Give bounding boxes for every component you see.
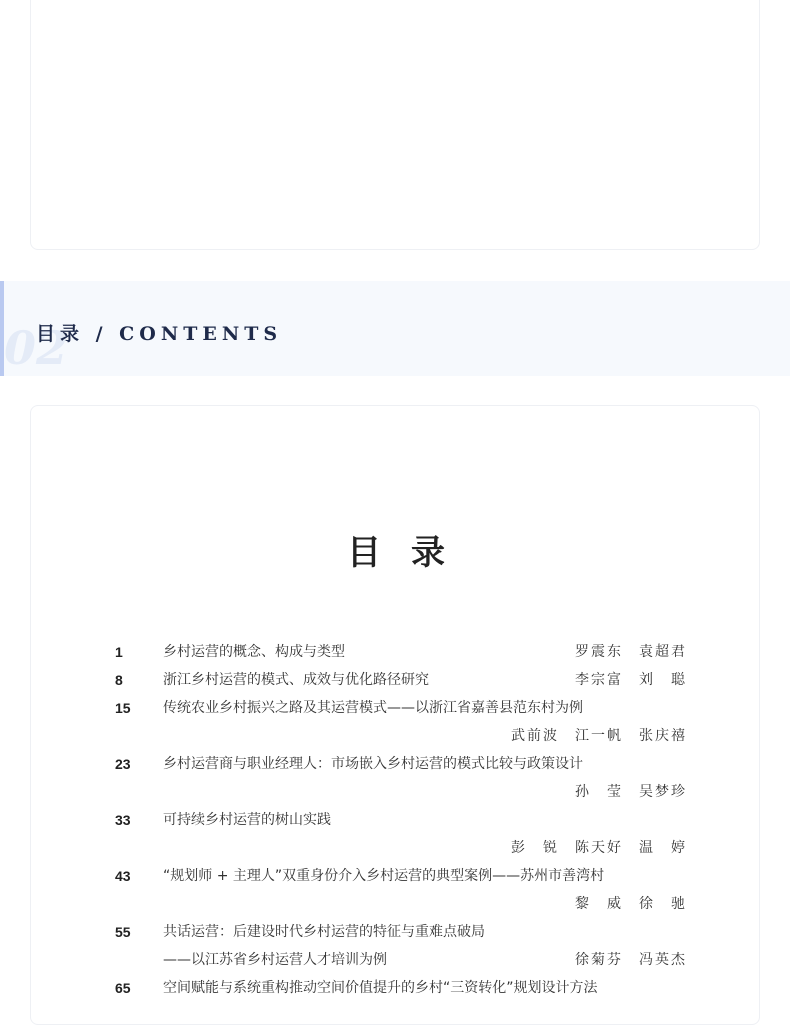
toc-row[interactable] <box>115 946 687 974</box>
toc-row[interactable] <box>115 862 687 890</box>
toc-row[interactable] <box>115 638 687 666</box>
toc-page-number: 55 <box>115 924 131 940</box>
toc-page-number: 23 <box>115 756 131 772</box>
toc-authors: 黎 威 徐 驰 <box>575 896 687 912</box>
toc-row[interactable] <box>115 778 687 806</box>
table-of-contents <box>115 638 687 1002</box>
toc-article-title: 共话运营：后建设时代乡村运营的特征与重难点破局 <box>163 924 485 940</box>
toc-page-number: 43 <box>115 868 131 884</box>
toc-row[interactable] <box>115 834 687 862</box>
toc-authors: 徐菊芬 冯英杰 <box>575 952 687 968</box>
contents-card <box>30 405 760 1025</box>
page-title: 目录 <box>347 533 475 573</box>
toc-row[interactable] <box>115 666 687 694</box>
toc-article-title: 可持续乡村运营的树山实践 <box>163 812 331 828</box>
toc-row[interactable] <box>115 722 687 750</box>
previous-content-card <box>30 0 760 250</box>
toc-article-title: 浙江乡村运营的模式、成效与优化路径研究 <box>163 672 429 688</box>
toc-article-title: “规划师 + 主理人”双重身份介入乡村运营的典型案例——苏州市善湾村 <box>163 868 605 884</box>
toc-page-number: 15 <box>115 700 131 716</box>
toc-row[interactable] <box>115 750 687 778</box>
toc-page-number: 1 <box>115 644 123 660</box>
toc-authors: 彭 锐 陈天好 温 婷 <box>511 840 687 856</box>
toc-page-number: 65 <box>115 980 131 996</box>
section-header <box>0 281 790 376</box>
toc-article-title: 乡村运营的概念、构成与类型 <box>163 644 345 660</box>
toc-row[interactable] <box>115 918 687 946</box>
section-title: 目录 / CONTENTS <box>36 323 283 345</box>
toc-row[interactable] <box>115 890 687 918</box>
toc-row[interactable] <box>115 974 687 1002</box>
toc-article-title: 空间赋能与系统重构推动空间价值提升的乡村“三资转化”规划设计方法 <box>163 980 598 996</box>
section-number: 02 <box>4 321 69 375</box>
toc-authors: 罗震东 袁超君 <box>575 644 687 660</box>
toc-authors: 李宗富 刘 聪 <box>575 672 687 688</box>
toc-row[interactable] <box>115 694 687 722</box>
toc-article-title: ——以江苏省乡村运营人才培训为例 <box>163 952 387 968</box>
toc-authors: 武前波 江一帆 张庆禧 <box>511 728 687 744</box>
toc-page-number: 33 <box>115 812 131 828</box>
toc-row[interactable] <box>115 806 687 834</box>
toc-page-number: 8 <box>115 672 123 688</box>
toc-article-title: 传统农业乡村振兴之路及其运营模式——以浙江省嘉善县范东村为例 <box>163 700 583 716</box>
toc-article-title: 乡村运营商与职业经理人：市场嵌入乡村运营的模式比较与政策设计 <box>163 756 583 772</box>
toc-authors: 孙 莹 吴梦珍 <box>575 784 687 800</box>
